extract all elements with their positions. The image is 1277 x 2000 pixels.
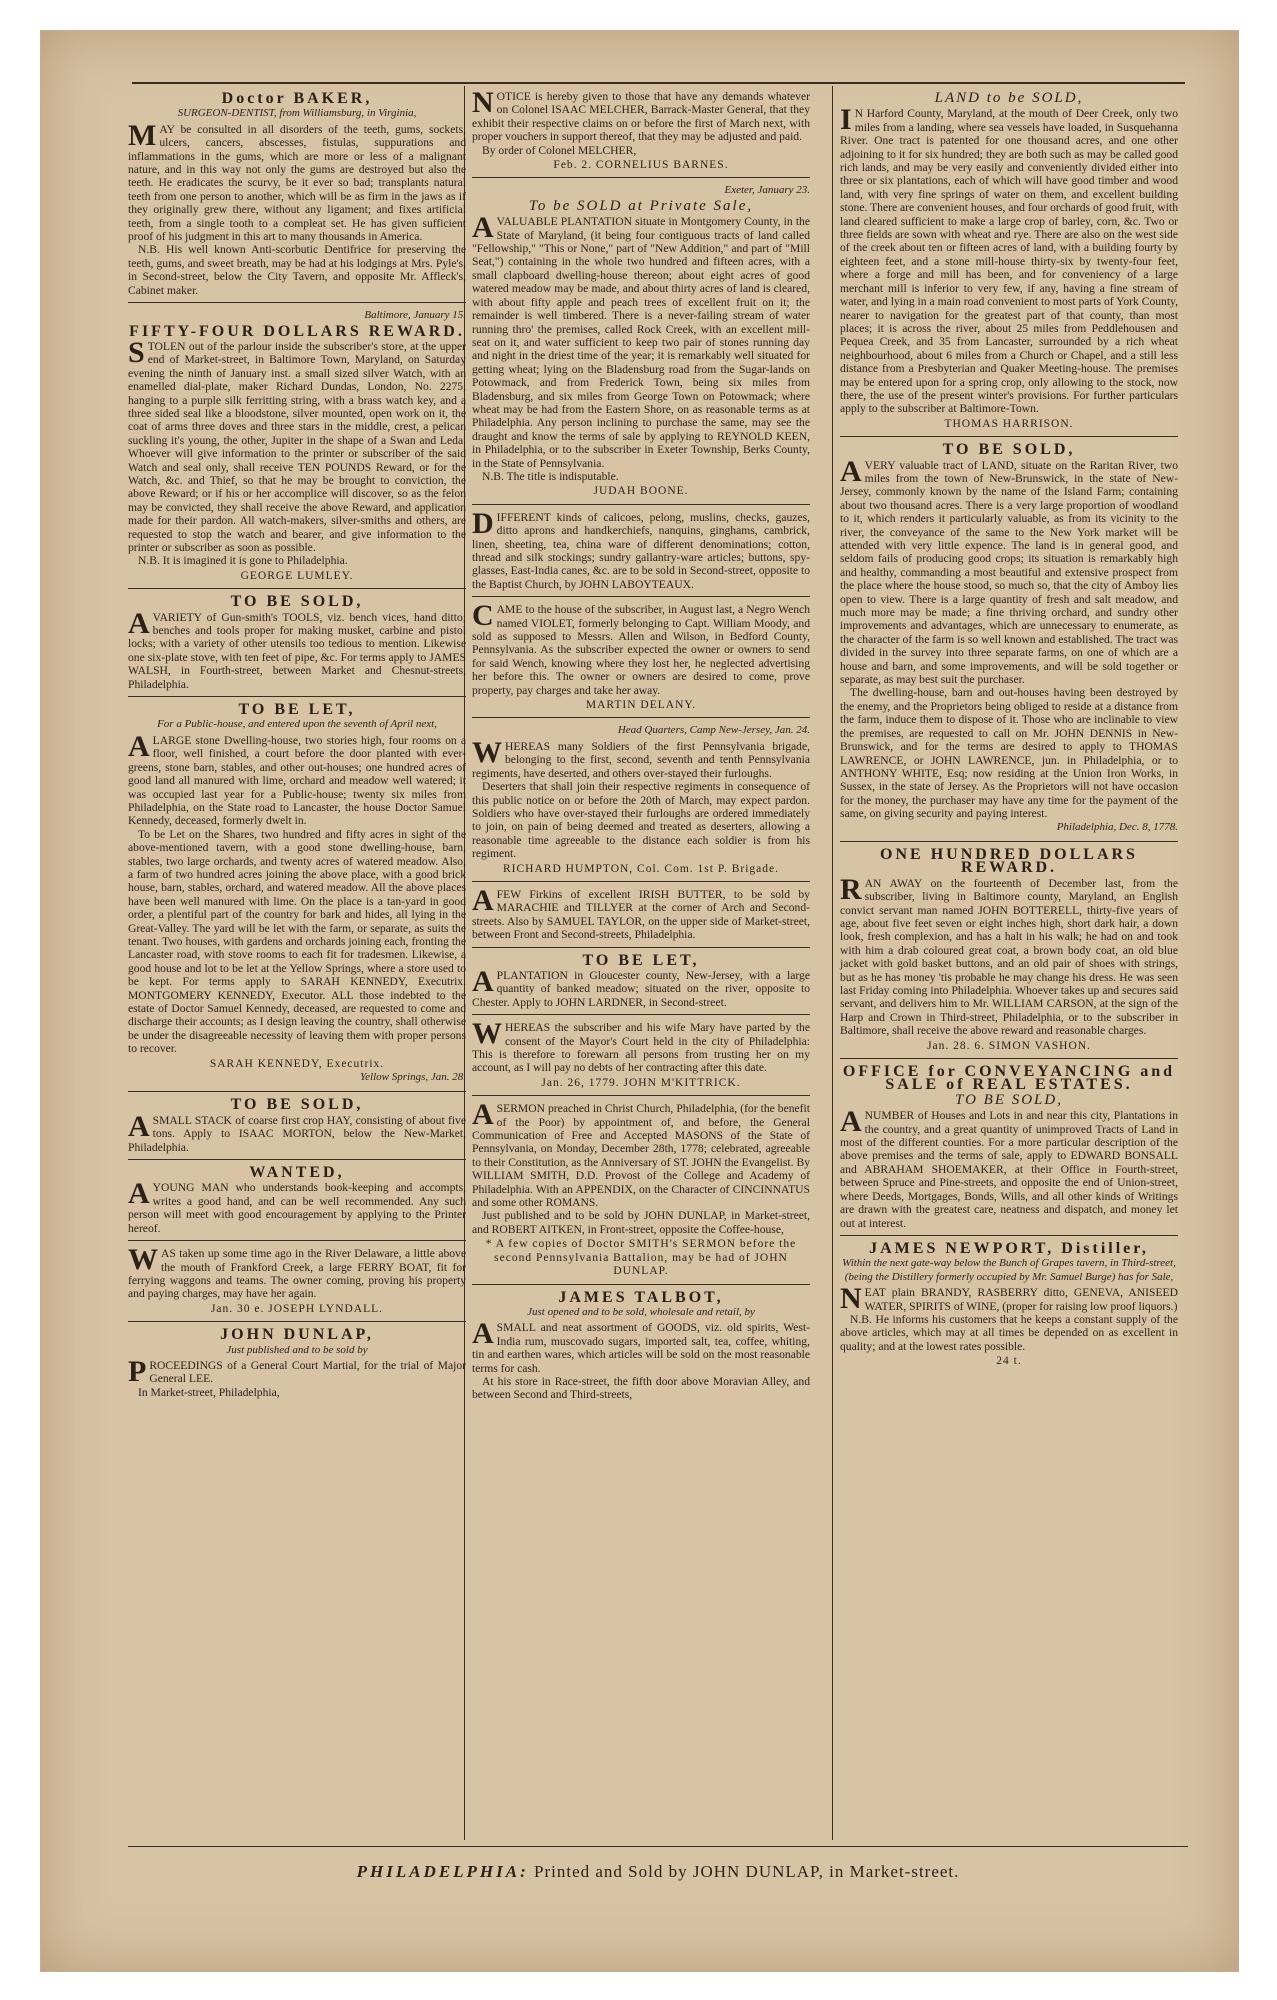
advertisement — [128, 1166, 466, 1241]
ad-body: ANUMBER of Houses and Lots in and near this city, Plantations in the country, and a great quantity of unimproved Tracts of Land in most of the different counties. For a more particular description of the above premises and the terms of sale, apply to EDWARD BONSALL and ABRAHAM SHOEMAKER, at their Office in Fourth-street, between Spruce and Pine-streets, and opposite the end of Union-street, where Deeds, Mortgages, Bonds, Wills, and all other kinds of Writings are drawn with the greatest care, neatness and dispatch, and money let out at interest. — [840, 1105, 1178, 1230]
ad-body: AFEW Firkins of excellent IRISH BUTTER, to be sold by MARACHIE and TILLYER at the corner of Arch and Second-streets. Also by SAMUEL TAYLOR, on the upper side of Market-street, between Front and Second-streets, Philadelphia. — [472, 883, 810, 942]
ad-body: RAN AWAY on the fourteenth of December last, from the subscriber, living in Baltimore county, Maryland, an English convict servant man named JOHN BOTTERELL, thirty-five years of age, about five feet seven or eight inches high, short dark hair, a down look, fresh complexion, and has a halt in his walk; he had on and took with him a drab coloured great coat, a brown body coat, an old blue jacket with gold basket buttons, and an old pair of shoes with strings, but as he has money 'tis probable he may change his dress. He was seen last Friday coming into Philadelphia. Whoever takes up and secures said servant, and delivers him to Mr. WILLIAM CARSON, at the sign of the Harp and Crown in Third-street, Philadelphia, or to the subscriber in Baltimore, shall receive the above reward and reasonable charges. — [840, 872, 1178, 1038]
ad-signature: Jan. 28. 6. SIMON VASHON. — [927, 1039, 1091, 1052]
ad-body: STOLEN out of the parlour inside the subscriber's store, at the upper end of Market-street, in Baltimore Town, Maryland, on Saturday evening the ninth of January inst. a small sized silver Watch, with an enamelled dial-plate, maker Richard Dundas, London, No. 2275, hanging to a purple silk ferritting string, with a brass watch key, and a three sided seal like a bloodstone, silver mounted, open work on it, the coat of arms three doves and three stars in the middle, crest, a pelican suckling it's young, the other, Jupiter in the shape of a Swan and Leda. Whoever will give information to the printer or subscriber of the said Watch and seal only, shall receive TEN POUNDS Reward, or for the Watch, &c. and Thief, so that he may be brought to conviction, the above Reward; or if his or her accomplice will discover, so as the felon may be convicted, they shall receive the above Reward, and application made for their pardon. All watch-makers, silver-smiths and others, are requested to stop the watch and bearer, and give information to the printer or subscriber as soon as possible. — [128, 335, 466, 554]
advertisement — [472, 599, 810, 718]
ad-body: WHEREAS many Soldiers of the first Pennsylvania brigade, belonging to the first, second, seventh and tenth Pennsylvania regiments, have deserted, and others over-stayed their furloughs. — [472, 735, 810, 780]
ad-signature: RICHARD HUMPTON, Col. Com. 1st P. Brigade. — [503, 862, 779, 875]
ad-body: ASMALL and neat assortment of GOODS, viz. old spirits, West-India rum, muscovado sugars, imported salt, tea, coffee, whiting, tin and earthen wares, which articles will be sold on the most reasonable terms for cash. — [472, 1317, 810, 1375]
advertisement — [472, 184, 810, 504]
advertisement — [128, 92, 466, 303]
column-left — [128, 90, 466, 1410]
ad-heading: TO BE SOLD, — [942, 441, 1076, 459]
advertisement — [472, 724, 810, 881]
advertisement — [128, 595, 466, 697]
ad-subheading: SURGEON-DENTIST, from Williamsburg, in Virginia, — [177, 107, 417, 120]
ad-body: AVARIETY of Gun-smith's TOOLS, viz. bench vices, hand ditto; benches and tools proper for making musket, carbine and pistol locks; with a variety of other utensils too tedious to mention. Likewise one six-plate stove, with ten feet of pipe, &c. For terms apply to JAMES WALSH, in Fourth-street, between Market and Chesnut-streets, Philadelphia. — [128, 606, 466, 691]
ad-signature: SARAH KENNEDY, Executrix. — [209, 1057, 385, 1070]
ad-heading: JAMES NEWPORT, Distiller, — [869, 1239, 1149, 1257]
ad-heading: To be SOLD at Private Sale, — [528, 197, 754, 214]
ad-heading: TO BE SOLD, — [955, 1091, 1063, 1108]
ad-body: ASMALL STACK of coarse first crop HAY, consisting of about five tons. Apply to ISAAC MORTON, below the New-Market, Philadelphia. — [128, 1109, 466, 1154]
ad-heading: ONE HUNDRED DOLLARS REWARD. — [880, 845, 1138, 877]
ad-note: In Market-street, Philadelphia, — [138, 1385, 280, 1399]
imprint-footer — [128, 1862, 1188, 1882]
ad-signature: GEORGE LUMLEY. — [240, 569, 354, 582]
ad-signature: JUDAH BOONE. — [593, 485, 689, 498]
ad-heading: OFFICE for CONVEYANCING and SALE of REAL ESTATES. — [842, 1063, 1176, 1094]
ad-heading: JAMES TALBOT, — [558, 1288, 724, 1306]
ad-note: N.B. It is imagined it is gone to Philadelphia. — [138, 554, 348, 568]
imprint-city: PHILADELPHIA: — [356, 1862, 529, 1881]
ad-dateline: Exeter, January 23. — [724, 184, 810, 197]
advertisement — [840, 443, 1178, 842]
ad-dateline: Yellow Springs, Jan. 28. — [360, 1071, 466, 1084]
advertisement — [472, 1288, 810, 1407]
ad-signature: Jan. 30 e. JOSEPH LYNDALL. — [210, 1302, 384, 1315]
ad-subheading: Just published and to be sold by — [226, 1343, 368, 1356]
column-right — [840, 90, 1178, 1380]
ad-subheading: Within the next gate-way below the Bunch of Grapes tavern, in Third-street, (being the Distillery formerly occupied by Mr. Samuel Burge) has for Sale, — [842, 1257, 1176, 1283]
ad-body: AVERY valuable tract of LAND, situate on the Raritan River, two miles from the town of New-Brunswick, in the state of New-Jersey, commonly known by the name of the Island Farm; containing about two thousand acres. There is a very large proportion of woodland to it, which renders it particularly valuable, as from its vicinity to the river, the conveyance of the same to the New York market will be attended with very little expence. The land is in general good, and seldom fails of producing good crops; its situation is remarkably high and healthy, commanding a most beautiful and extensive prospect from the place where the house stood, so much so, that the city of Amboy lies open to view. There is a large quantity of fresh and salt meadow, and much more may be made; a fine thriving orchard, and sundry other improvements and advantages, which are unnecessary to enumerate, as the character of the farm is so well known and established. The tract was divided in the survey into three separate farms, on one of which are a house and barn, and some improvements, and will be sold together or separate, as may best suit the purchaser. — [840, 454, 1178, 687]
ad-heading: WANTED, — [249, 1164, 345, 1182]
imprint-text: Printed and Sold by JOHN DUNLAP, in Market-street. — [534, 1862, 960, 1881]
ad-dateline: Philadelphia, Dec. 8, 1778. — [1056, 820, 1178, 833]
ad-body: CAME to the house of the subscriber, in August last, a Negro Wench named VIOLET, formerly belonging to Capt. William Moody, and sold as supposed to Messrs. Allen and Wilson, in Bedford County, Pennsylvania. As the subscriber expected the owner or owners to send for said Wench, knowing where they lost her, he neglected advertising her before this. The owner or owners are desired to come, prove property, pay charges and take her away. — [472, 599, 810, 697]
ad-body: AYOUNG MAN who understands book-keeping and accompts, writes a good hand, and can be well recommended. Any such person will meet with good encouragement by applying to the Printer hereof. — [128, 1177, 466, 1235]
advertisement — [472, 1017, 810, 1096]
ad-body: WHEREAS the subscriber and his wife Mary have parted by the consent of the Mayor's Court held in the city of Philadelphia: This is therefore to forewarn all persons from trusting her on my account, as I will pay no debts of her contracting after this date. — [472, 1017, 810, 1075]
advertisement — [472, 86, 810, 178]
ad-note: N.B. His well known Anti-scorbutic Dentifrice for preserving the teeth, gums, and sweet breath, may be had at his lodgings at Mrs. Pyle's, in Second-street, below the City Tavern, and opposite Mr. Affleck's, Cabinet maker. — [128, 243, 466, 297]
ad-heading: FIFTY-FOUR DOLLARS REWARD. — [129, 322, 465, 340]
ad-heading: LAND to be SOLD, — [934, 90, 1084, 106]
ad-note: Deserters that shall join their respective regiments in consequence of this public notice on or before the 20th of March, may expect pardon. Soldiers who have over-stayed their furloughs are ordered immediately to join, on pain of being deemed and treated as deserters, allowing a reasonable time agreeable to the distance each soldier is from his regiment. — [472, 780, 810, 861]
top-rule — [132, 82, 1185, 84]
advertisement — [128, 703, 466, 1092]
ad-signature: MARTIN DELANY. — [585, 699, 697, 712]
ad-body: IN Harford County, Maryland, at the mouth of Deer Creek, only two miles from a landing, where sea vessels have loaded, in Susquehanna River. One tract is patented for one thousand acres, and one other adjoining to it for six hundred; they are both such as may be called good rich lands, and may be very easily and conveniently divided either into three or six plantations, each of which will have good timber and wood land, with very fine springs of water on them, and excellent building stone. There are convenient houses, and four orchards of good fruit, with land cleared sufficient to make a large crop of barley, corn, &c. Two or three fields are sown with wheat and rye. There are also on the west side of the creek about ten or fifteen acres of land, with a building fourty by eighteen feet, and a stone mill-house thirty-six by twenty-four feet, where a forge and mill has been, and for conveniency of a large merchant mill is inferior to very few, if any, having a fine stream of water, and lying in a main road convenient to most parts of York County, nearer to navigation for the greatest part of that county, than most places; it is across the river, about 25 miles from Peddlehousen and Pequea Creek, and 35 from Lancaster, surrounded by a rich wheat neighbourhood, about 6 miles from a Church or Chapel, and a still less distance from a Presbyterian and Quaker Meeting-house. The premises may be entered upon for a spring crop, only allowing to the stock, now there, the use of the present winter's provisions. For further particulars apply to the subscriber at Baltimore-Town. — [840, 103, 1178, 416]
ad-body: NOTICE is hereby given to those that have any demands whatever on Colonel ISAAC MELCHER, Barrack-Master General, that they exhibit their respective claims on or before the first of March next, with proper vouchers in support thereof, that they may be adjusted and paid. — [472, 86, 810, 144]
ad-body: WAS taken up some time ago in the River Delaware, a little above the mouth of Frankford Creek, a large FERRY BOAT, fit for ferrying waggons and teams. The owner coming, proving his property and paying charges, may have her again. — [128, 1243, 466, 1301]
advertisement — [472, 951, 810, 1016]
advertisement — [840, 92, 1178, 437]
advertisement — [128, 1328, 466, 1404]
ad-note: N.B. He informs his customers that he keeps a constant supply of the above articles, which may at all times be depended on as excellent in quality; and at the lowest rates possible. — [840, 1312, 1178, 1353]
ad-dateline: Head Quarters, Camp New-Jersey, Jan. 24. — [617, 724, 810, 737]
ad-note: By order of Colonel MELCHER, — [482, 143, 637, 157]
advertisement — [128, 1243, 466, 1322]
ad-body: DIFFERENT kinds of calicoes, pelong, muslins, checks, gauzes, ditto aprons and handkerchiefs, nanquins, ginghams, cambrick, linen, sheeting, tea, china ware of different denominations; cotton, thread and silk stockings; sundry gallantry-ware articles; buttons, spy-glasses, East-India canes, &c. are to be sold in Second-street, opposite to the Baptist Church, by JOHN LABOYTEAUX. — [472, 506, 810, 591]
ad-body: PROCEEDINGS of a General Court Martial, for the trial of Major General LEE. — [128, 1354, 466, 1388]
ad-signature: THOMAS HARRISON. — [944, 417, 1074, 430]
advertisement — [472, 883, 810, 948]
ad-note: The dwelling-house, barn and out-houses having been destroyed by the enemy, and the Proprietors being obliged to reside at a distance from the farm, induce them to dispose of it. Those who are inclinable to view the premises, are requested to call on Mr. JOHN DENNIS in New-Brunswick, and for the terms are desired to apply to THOMAS LAWRENCE, or JOHN LAWRENCE, jun. in Philadelphia, or to ANTHONY WHITE, Esq; now residing at the Union Iron Works, in Sussex, in the state of Jersey. As the Proprietors will not have occasion for the money, the purchaser may have any time for the payment of the same, on giving security and paying interest. — [840, 686, 1178, 821]
column-middle — [472, 86, 810, 1413]
ad-heading: JOHN DUNLAP, — [220, 1326, 374, 1344]
ad-dateline: Baltimore, January 15. — [364, 309, 466, 322]
advertisement — [128, 1098, 466, 1160]
advertisement — [840, 845, 1178, 1059]
ad-body: AVALUABLE PLANTATION situate in Montgomery County, in the State of Maryland, (it being four contiguous tracts of land called "Fellowship," "This or None," part of "New Addition," and part of "Mill Seat,") containing in the whole two hundred and fifteen acres, with a small clapboard dwelling-house thereon; about eight acres of good watered meadow may be made, and about thirty acres of land is cleared, with about fifty apple and peach trees of excellent fruit on it; the remainder is well timbered. There is a never-failing stream of water running thro' the premises, called Rock Creek, with an excellent mill-seat on it, and water sufficient to keep two pair of stones running day and night in the driest time of the year; it is remarkably well situated for getting wheat; lying on the Bladensburg road from the Sugar-lands on Potowmack, and from Frederick Town, being six miles from Bladensburg, and six miles from George Town on Potowmack; where wheat may be had from the Eastern Shore, on as reasonable terms as at Philadelphia. Any person inclining to purchase the same, may see the draught and know the terms of sale by applying to REYNOLD KEEN, in Philadelphia, or to the subscriber in Exeter Township, Berks County, in the State of Pennsylvania. — [472, 211, 810, 470]
ad-body: MAY be consulted in all disorders of the teeth, gums, sockets, ulcers, cancers, abscesses, fistulas, suppurations and inflammations in the gums, which are more or less of a malignant nature, and in this way not only the gums are destroyed but also the teeth. He eradicates the scurvy, be it ever so bad; transplants natural teeth from one person to another, which will be as firm in the jaws as if they originally grew there, without any ligament; and fixes artificial teeth, from a single tooth to a compleat set. He has given sufficient proof of his judgment in this art to many thousands in America. — [128, 118, 466, 244]
ad-signature: 24 t. — [996, 1355, 1022, 1368]
ad-body: APLANTATION in Gloucester county, New-Jersey, with a large quantity of banked meadow; situated on the river, opposite to Chester. Apply to JOHN LARDNER, in Second-street. — [472, 964, 810, 1009]
ad-note: To be Let on the Shares, two hundred and fifty acres in sight of the above-mentioned tavern, with a good stone dwelling-house, barn, stables, two large orchards, and twenty acres of watered meadow. Also, a farm of two hundred acres joining the above place, with a good brick house, barn, stables, orchard, and watered meadow. All the above places have been well manured with lime. On the place is a tan-yard in good order, a plentiful part of the country for bark and hides, all lying in the Great-Valley. The yard will be let with the farm, or separate, as suits the tenant. Two houses, with gardens and orchards joining each, fronting the Lancaster road, with stove rooms to each fit for tradesmen. Likewise, a good house and lot to be let at the Yellow Springs, where a store used to be kept. For terms apply to SARAH KENNEDY, Executrix. MONTGOMERY KENNEDY, Executor. ALL those indebted to the estate of Doctor Samuel Kennedy, deceased, are requested to come and discharge their accounts; as I design leaving the country, shall otherwise be under the disagreeable necessity of leaving them with proper persons to recover. — [128, 827, 466, 1056]
footer-rule — [128, 1846, 1188, 1847]
advertisement — [840, 1239, 1178, 1374]
ad-subheading: For a Public-house, and entered upon the seventh of April next, — [157, 718, 437, 731]
ad-body: ASERMON preached in Christ Church, Philadelphia, (for the benefit of the Poor) by appointment of, and before, the General Communication of Free and Accepted MASONS of the State of Pennsylvania, on Monday, December 28th, 1778; celebrated, agreeable to their Constitution, as the Anniversary of ST. JOHN the Evangelist. By WILLIAM SMITH, D.D. Provost of the College and Academy of Philadelphia. With an APPENDIX, on the Character of CINCINNATUS and some other ROMANS. — [472, 1098, 810, 1210]
ad-note: N.B. The title is indisputable. — [482, 469, 619, 483]
ad-signature: Feb. 2. CORNELIUS BARNES. — [553, 159, 729, 172]
ad-note: At his store in Race-street, the fifth door above Moravian Alley, and between Second and Third-streets, — [472, 1374, 810, 1402]
ad-heading: TO BE LET, — [238, 701, 356, 719]
column-divider — [832, 86, 833, 1840]
ad-note: Just published and to be sold by JOHN DUNLAP, in Market-street, and ROBERT AITKEN, in Front-street, opposite the Coffee-house, — [472, 1209, 810, 1236]
advertisement — [472, 506, 810, 597]
ad-heading: TO BE SOLD, — [230, 1096, 364, 1114]
ad-body: NEAT plain BRANDY, RASBERRY ditto, GENEVA, ANISEED WATER, SPIRITS of WINE, (proper for raising low proof liquors.) — [840, 1282, 1178, 1316]
ad-heading: TO BE LET, — [582, 951, 700, 969]
advertisement — [472, 1098, 810, 1284]
advertisement — [840, 1065, 1178, 1236]
ad-signature: * A few copies of Doctor SMITH's SERMON before the second Pennsylvania Battalion, may be had of JOHN DUNLAP. — [485, 1238, 797, 1278]
ad-heading: Doctor BAKER, — [221, 90, 373, 107]
ad-body: ALARGE stone Dwelling-house, two stories high, four rooms on a floor, well finished, a court before the door planted with ever-greens, stone barn, stables, and other out-houses; one hundred acres of good land all manured with lime, orchard and meadow well watered; it was occupied last year for a Public-house; twenty six miles from Philadelphia, on the State road to Lancaster, the house Doctor Samuel Kennedy, deceased, formerly dwelt in. — [128, 729, 466, 828]
advertisement — [128, 309, 466, 589]
ad-subheading: Just opened and to be sold, wholesale and retail, by — [527, 1305, 755, 1318]
ad-heading: TO BE SOLD, — [230, 593, 364, 611]
ad-signature: Jan. 26, 1779. JOHN M'KITTRICK. — [541, 1076, 741, 1089]
